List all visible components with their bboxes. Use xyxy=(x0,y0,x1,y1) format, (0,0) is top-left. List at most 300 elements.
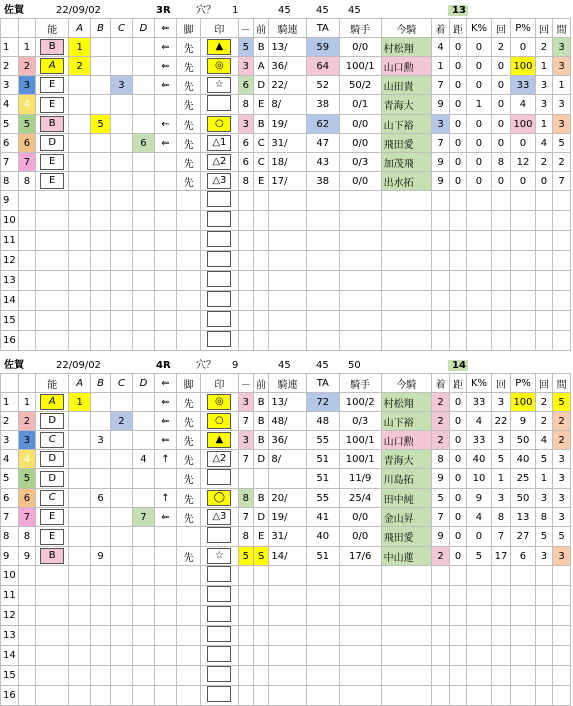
mark-box[interactable] xyxy=(207,606,231,622)
cell-chaku: 2 xyxy=(432,412,450,431)
cell-nou xyxy=(36,38,69,57)
cell-arrow xyxy=(154,547,176,566)
cell-mae xyxy=(253,271,268,291)
cell-c xyxy=(110,508,132,527)
mark-box[interactable]: △2 xyxy=(207,154,231,170)
cell-chaku xyxy=(432,251,450,271)
mark-box[interactable]: ◎ xyxy=(207,394,231,410)
cell-konki: 川島拓 xyxy=(381,469,432,489)
cell-kyaku: 先 xyxy=(176,469,200,489)
ability-grade: B xyxy=(40,548,64,564)
cell-dash xyxy=(238,251,253,271)
cell-kp xyxy=(467,271,491,291)
cell-d xyxy=(132,412,154,431)
cell-kp: 0 xyxy=(467,76,491,95)
cell-b xyxy=(91,450,111,469)
cell-chaku: 7 xyxy=(432,508,450,527)
cell-pp xyxy=(511,666,535,686)
cell-d xyxy=(132,311,154,331)
cell-kan: 3 xyxy=(553,508,571,527)
cell-kisou: 17/ xyxy=(269,172,306,191)
mark-box[interactable] xyxy=(207,271,231,287)
mark-box[interactable] xyxy=(207,191,231,207)
cell-b xyxy=(91,191,111,211)
race-label: 3R xyxy=(156,5,171,16)
cell-kai2 xyxy=(535,211,553,231)
mark-box[interactable] xyxy=(207,626,231,642)
cell-a: 2 xyxy=(69,57,91,76)
mark-box[interactable]: ◎ xyxy=(207,58,231,74)
cell-kishu xyxy=(339,291,381,311)
cell-ta xyxy=(306,231,339,251)
cell-ta xyxy=(306,586,339,606)
mark-box[interactable] xyxy=(207,231,231,247)
col-header-nou: 能 xyxy=(36,19,69,38)
cell-kishu xyxy=(339,251,381,271)
cell-kan xyxy=(553,566,571,586)
cell-b: 9 xyxy=(91,547,111,566)
cell-arrow: ↑ xyxy=(154,450,176,469)
cell-chaku xyxy=(432,566,450,586)
cell-waku xyxy=(18,291,36,311)
cell-kyori: 0 xyxy=(449,38,467,57)
mark-box[interactable] xyxy=(207,95,231,111)
cell-waku xyxy=(18,566,36,586)
cell-waku: 6 xyxy=(18,134,36,153)
cell-d xyxy=(132,231,154,251)
cell-kyori xyxy=(449,331,467,351)
col-header-chaku: 着 xyxy=(432,19,450,38)
cell-kisou xyxy=(269,646,306,666)
mark-box[interactable] xyxy=(207,291,231,307)
cell-waku xyxy=(18,231,36,251)
cell-a: 1 xyxy=(69,393,91,412)
cell-pp: 0 xyxy=(511,172,535,191)
table-row xyxy=(1,566,571,586)
cell-no: 13 xyxy=(1,626,19,646)
cell-shirushi xyxy=(201,666,238,686)
mark-box[interactable] xyxy=(207,527,231,543)
cell-kai2: 2 xyxy=(535,153,553,172)
table-row xyxy=(1,115,571,134)
mark-box[interactable] xyxy=(207,211,231,227)
cell-ta: 59 xyxy=(306,38,339,57)
cell-waku: 6 xyxy=(18,489,36,508)
cell-kisou: 36/ xyxy=(269,57,306,76)
cell-konki xyxy=(381,606,432,626)
mark-box[interactable] xyxy=(207,331,231,347)
cell-pp: 33 xyxy=(511,76,535,95)
cell-konki: 飛田愛 xyxy=(381,527,432,547)
col-header-b: B xyxy=(91,374,111,393)
cell-kai xyxy=(491,311,511,331)
cell-shirushi xyxy=(201,134,238,153)
cell-kishu: 0/0 xyxy=(339,134,381,153)
cell-kai: 0 xyxy=(491,134,511,153)
cell-kai xyxy=(491,666,511,686)
cell-pp xyxy=(511,646,535,666)
cell-c xyxy=(110,291,132,311)
table-row xyxy=(1,686,571,706)
cell-arrow xyxy=(154,153,176,172)
mark-box[interactable] xyxy=(207,566,231,582)
cell-kisou: 19/ xyxy=(269,508,306,527)
cell-c xyxy=(110,211,132,231)
cell-ta: 62 xyxy=(306,115,339,134)
cell-konki xyxy=(381,666,432,686)
table-row xyxy=(1,489,571,508)
cell-c: 2 xyxy=(110,412,132,431)
cell-c xyxy=(110,393,132,412)
cell-kai2 xyxy=(535,666,553,686)
cell-shirushi xyxy=(201,606,238,626)
table-row xyxy=(1,76,571,95)
cell-d xyxy=(132,431,154,450)
col-header-b: B xyxy=(91,19,111,38)
cell-a xyxy=(69,606,91,626)
cell-kishu xyxy=(339,566,381,586)
cell-kyaku xyxy=(176,566,200,586)
cell-c xyxy=(110,450,132,469)
cell-mae: C xyxy=(253,134,268,153)
cell-dash: 8 xyxy=(238,489,253,508)
cell-kisou xyxy=(269,566,306,586)
cell-dash xyxy=(238,566,253,586)
ability-grade: E xyxy=(40,173,64,189)
cell-kai2: 3 xyxy=(535,547,553,566)
cell-pp: 100 xyxy=(511,115,535,134)
cell-kp xyxy=(467,191,491,211)
cell-pp: 100 xyxy=(511,57,535,76)
mark-box[interactable] xyxy=(207,469,231,485)
mark-box[interactable]: △3 xyxy=(207,509,231,525)
table-row xyxy=(1,412,571,431)
cell-konki: 山口勲 xyxy=(381,431,432,450)
cell-kyaku xyxy=(176,271,200,291)
cell-kan xyxy=(553,606,571,626)
col-header-kan: 間 xyxy=(553,19,571,38)
cell-shirushi xyxy=(201,331,238,351)
cell-kan: 1 xyxy=(553,76,571,95)
cell-waku: 4 xyxy=(18,95,36,115)
cell-arrow: ⇐ xyxy=(154,76,176,95)
mark-box[interactable] xyxy=(207,686,231,702)
cell-mae: E xyxy=(253,95,268,115)
cell-b: 6 xyxy=(91,489,111,508)
cell-no: 5 xyxy=(1,115,19,134)
kyori-top-label: 13 xyxy=(448,5,468,16)
cell-d xyxy=(132,57,154,76)
cell-d xyxy=(132,331,154,351)
ability-grade: D xyxy=(40,135,64,151)
cell-no: 12 xyxy=(1,606,19,626)
cell-chaku xyxy=(432,211,450,231)
cell-chaku xyxy=(432,666,450,686)
cell-c xyxy=(110,469,132,489)
cell-arrow xyxy=(154,646,176,666)
cell-shirushi xyxy=(201,57,238,76)
cell-kisou xyxy=(269,686,306,706)
col-header-shirushi: 印 xyxy=(201,19,238,38)
stat-n2: 45 xyxy=(316,360,329,371)
cell-no: 2 xyxy=(1,412,19,431)
cell-ta: 51 xyxy=(306,469,339,489)
cell-konki xyxy=(381,191,432,211)
cell-kyori xyxy=(449,566,467,586)
cell-ta: 48 xyxy=(306,412,339,431)
cell-pp: 50 xyxy=(511,431,535,450)
cell-kyori: 0 xyxy=(449,95,467,115)
col-header-kyori: 距 xyxy=(449,19,467,38)
mark-box[interactable]: ○ xyxy=(207,413,231,429)
col-header-a: A xyxy=(69,374,91,393)
cell-d xyxy=(132,153,154,172)
cell-b xyxy=(91,566,111,586)
mark-box[interactable] xyxy=(207,646,231,662)
cell-kp: 0 xyxy=(467,115,491,134)
mark-box[interactable]: ☆ xyxy=(207,77,231,93)
cell-nou xyxy=(36,566,69,586)
cell-mae: B xyxy=(253,393,268,412)
cell-arrow: ⇐ xyxy=(154,431,176,450)
cell-kan: 3 xyxy=(553,450,571,469)
cell-shirushi xyxy=(201,469,238,489)
cell-ta: 55 xyxy=(306,431,339,450)
cell-kyori: 0 xyxy=(449,508,467,527)
table-row xyxy=(1,211,571,231)
mark-box[interactable]: ☆ xyxy=(207,548,231,564)
cell-kishu xyxy=(339,626,381,646)
cell-arrow xyxy=(154,95,176,115)
cell-kai2: 2 xyxy=(535,393,553,412)
cell-kyaku xyxy=(176,646,200,666)
cell-kishu xyxy=(339,646,381,666)
cell-chaku xyxy=(432,606,450,626)
cell-konki: 山口勲 xyxy=(381,57,432,76)
col-header-d: D xyxy=(132,19,154,38)
cell-kisou: 14/ xyxy=(269,547,306,566)
cell-d xyxy=(132,211,154,231)
cell-kyori xyxy=(449,606,467,626)
table-row xyxy=(1,547,571,566)
cell-kai xyxy=(491,646,511,666)
cell-kai2: 1 xyxy=(535,57,553,76)
cell-kishu: 0/0 xyxy=(339,115,381,134)
cell-mae xyxy=(253,566,268,586)
mark-box[interactable]: △2 xyxy=(207,451,231,467)
cell-nou xyxy=(36,291,69,311)
table-row xyxy=(1,38,571,57)
kyori-top-label: 14 xyxy=(448,360,468,371)
cell-kyaku xyxy=(176,231,200,251)
cell-d xyxy=(132,38,154,57)
mark-box[interactable]: ◯ xyxy=(207,490,231,506)
cell-shirushi xyxy=(201,508,238,527)
cell-dash xyxy=(238,211,253,231)
cell-kyaku: 先 xyxy=(176,76,200,95)
cell-nou xyxy=(36,527,69,547)
cell-kyori: 0 xyxy=(449,547,467,566)
cell-kishu: 11/9 xyxy=(339,469,381,489)
cell-nou xyxy=(36,251,69,271)
stat-n3: 50 xyxy=(348,360,361,371)
cell-konki: 山下裕 xyxy=(381,115,432,134)
cell-pp xyxy=(511,586,535,606)
cell-kyaku: 先 xyxy=(176,134,200,153)
cell-kai2 xyxy=(535,686,553,706)
cell-kai xyxy=(491,566,511,586)
cell-arrow xyxy=(154,271,176,291)
cell-a xyxy=(69,311,91,331)
cell-arrow xyxy=(154,527,176,547)
cell-kyori xyxy=(449,626,467,646)
cell-b xyxy=(91,686,111,706)
cell-kai2: 3 xyxy=(535,76,553,95)
ability-grade: B xyxy=(40,39,64,55)
cell-pp xyxy=(511,686,535,706)
cell-kyori xyxy=(449,686,467,706)
cell-a xyxy=(69,586,91,606)
cell-konki xyxy=(381,646,432,666)
cell-kishu: 50/2 xyxy=(339,76,381,95)
cell-arrow xyxy=(154,566,176,586)
cell-waku xyxy=(18,666,36,686)
cell-kyori xyxy=(449,646,467,666)
cell-d xyxy=(132,686,154,706)
cell-pp xyxy=(511,191,535,211)
cell-shirushi xyxy=(201,38,238,57)
cell-waku xyxy=(18,586,36,606)
cell-nou xyxy=(36,134,69,153)
cell-pp: 100 xyxy=(511,393,535,412)
cell-kai: 0 xyxy=(491,172,511,191)
cell-chaku xyxy=(432,231,450,251)
cell-kai: 3 xyxy=(491,393,511,412)
cell-konki: 青海大 xyxy=(381,95,432,115)
cell-konki xyxy=(381,211,432,231)
cell-mae: D xyxy=(253,76,268,95)
mark-box[interactable]: ○ xyxy=(207,116,231,132)
cell-pp xyxy=(511,566,535,586)
cell-kyaku: 先 xyxy=(176,547,200,566)
cell-kai: 0 xyxy=(491,57,511,76)
cell-kisou xyxy=(269,469,306,489)
cell-kan xyxy=(553,231,571,251)
cell-kp xyxy=(467,251,491,271)
cell-konki: 飛田愛 xyxy=(381,134,432,153)
cell-dash xyxy=(238,469,253,489)
cell-waku: 8 xyxy=(18,172,36,191)
cell-konki xyxy=(381,311,432,331)
cell-ta xyxy=(306,211,339,231)
cell-chaku xyxy=(432,311,450,331)
mark-box[interactable] xyxy=(207,251,231,267)
cell-mae: B xyxy=(253,38,268,57)
cell-chaku: 2 xyxy=(432,547,450,566)
cell-ta: 41 xyxy=(306,508,339,527)
cell-kishu: 100/1 xyxy=(339,57,381,76)
cell-kisou: 31/ xyxy=(269,527,306,547)
cell-kyori: 0 xyxy=(449,153,467,172)
cell-ta: 40 xyxy=(306,527,339,547)
cell-kp: 33 xyxy=(467,393,491,412)
cell-kisou xyxy=(269,586,306,606)
cell-dash: 5 xyxy=(238,38,253,57)
col-header-no xyxy=(1,374,19,393)
cell-no: 1 xyxy=(1,393,19,412)
cell-arrow: ← xyxy=(154,115,176,134)
cell-arrow xyxy=(154,586,176,606)
cell-ta: 72 xyxy=(306,393,339,412)
col-header-kp: K% xyxy=(467,374,491,393)
cell-kp xyxy=(467,686,491,706)
cell-nou xyxy=(36,469,69,489)
cell-kai2 xyxy=(535,606,553,626)
mark-box[interactable] xyxy=(207,586,231,602)
cell-waku xyxy=(18,606,36,626)
table-row xyxy=(1,331,571,351)
cell-no: 12 xyxy=(1,251,19,271)
col-header-kyori: 距 xyxy=(449,374,467,393)
cell-dash xyxy=(238,626,253,646)
cell-waku: 1 xyxy=(18,393,36,412)
cell-arrow xyxy=(154,291,176,311)
cell-dash: 6 xyxy=(238,134,253,153)
cell-dash: 6 xyxy=(238,153,253,172)
cell-shirushi xyxy=(201,527,238,547)
cell-kp xyxy=(467,666,491,686)
cell-d xyxy=(132,566,154,586)
race-header xyxy=(0,0,573,18)
cell-konki xyxy=(381,231,432,251)
mark-box[interactable]: ▲ xyxy=(207,39,231,55)
table-row xyxy=(1,311,571,331)
cell-d xyxy=(132,115,154,134)
cell-pp: 50 xyxy=(511,489,535,508)
mark-box[interactable] xyxy=(207,666,231,682)
cell-kai2: 2 xyxy=(535,412,553,431)
cell-chaku: 8 xyxy=(432,450,450,469)
mark-box[interactable]: △3 xyxy=(207,173,231,189)
cell-no: 4 xyxy=(1,95,19,115)
cell-c xyxy=(110,251,132,271)
mark-box[interactable]: △1 xyxy=(207,135,231,151)
mark-box[interactable]: ▲ xyxy=(207,432,231,448)
ability-grade: D xyxy=(40,471,64,487)
cell-kai2: 1 xyxy=(535,115,553,134)
cell-mae: S xyxy=(253,547,268,566)
table-row xyxy=(1,508,571,527)
cell-b xyxy=(91,527,111,547)
cell-konki xyxy=(381,586,432,606)
cell-kyaku: 先 xyxy=(176,508,200,527)
cell-kyori: 0 xyxy=(449,412,467,431)
cell-b xyxy=(91,331,111,351)
cell-chaku xyxy=(432,191,450,211)
cell-chaku: 2 xyxy=(432,431,450,450)
cell-kisou: 20/ xyxy=(269,489,306,508)
cell-shirushi xyxy=(201,115,238,134)
cell-b xyxy=(91,211,111,231)
cell-a: 1 xyxy=(69,38,91,57)
cell-b xyxy=(91,626,111,646)
cell-a xyxy=(69,450,91,469)
cell-nou xyxy=(36,547,69,566)
mark-box[interactable] xyxy=(207,311,231,327)
cell-d xyxy=(132,646,154,666)
cell-kyori: 0 xyxy=(449,469,467,489)
cell-waku: 7 xyxy=(18,153,36,172)
